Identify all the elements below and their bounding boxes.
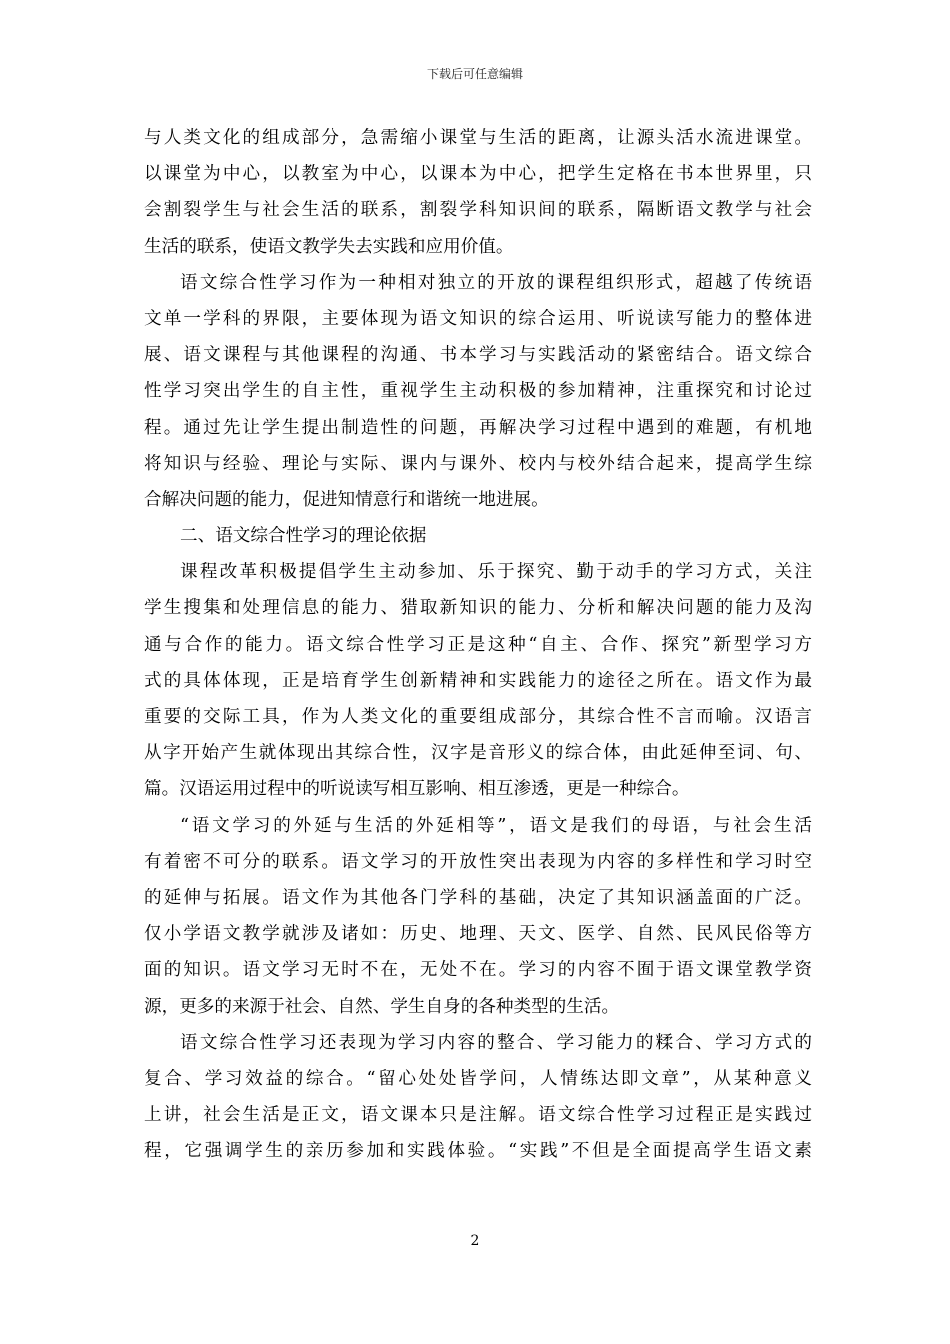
text-line: 上讲，社会生活是正文，语文课本只是注解。语文综合性学习过程正是实践过 [144,1105,812,1126]
text-line: 通与合作的能力。语文综合性学习正是这种“自主、合作、探究”新型学习方 [144,634,812,655]
text-line: 与人类文化的组成部分，急需缩小课堂与生活的距离，让源头活水流进课堂。 [144,128,812,148]
text-line: 会割裂学生与社会生活的联系，割裂学科知识间的联系，隔断语文教学与社会 [144,200,812,221]
text-line: 面的知识。语文学习无时不在，无处不在。学习的内容不囿于语文课堂教学资 [144,960,812,981]
text-line: 学生搜集和处理信息的能力、猎取新知识的能力、分析和解决问题的能力及沟 [144,598,812,619]
text-line: 源，更多的来源于社会、自然、学生自身的各种类型的生活。 [144,996,620,1017]
page-number: 2 [470,1233,480,1249]
document-body [144,120,812,1169]
paragraph-first-line: 课程改革积极提倡学生主动参加、乐于探究、勤于动手的学习方式，关注 [180,562,812,583]
text-line: 将知识与经验、理论与实际、课内与课外、校内与校外结合起来，提高学生综 [144,453,812,474]
paragraph-first-line: 语文综合性学习还表现为学习内容的整合、学习能力的糅合、学习方式的 [180,1032,812,1053]
page-header-note: 下载后可任意编辑 [426,67,523,81]
text-line: 的延伸与拓展。语文作为其他各门学科的基础，决定了其知识涵盖面的广泛。 [144,887,812,908]
text-line: 篇。汉语运用过程中的听说读写相互影响、相互渗透，更是一种综合。 [144,779,690,800]
text-line: 程。通过先让学生提出制造性的问题，再解决学习过程中遇到的难题，有机地 [144,417,812,438]
paragraph-first-line: 语文综合性学习作为一种相对独立的开放的课程组织形式，超越了传统语 [180,272,812,293]
text-line: 性学习突出学生的自主性，重视学生主动积极的参加精神，注重探究和讨论过 [144,381,812,402]
text-line: 合解决问题的能力，促进知情意行和谐统一地进展。 [144,489,549,510]
text-line: 以课堂为中心，以教室为中心，以课本为中心，把学生定格在书本世界里，只 [144,164,812,185]
text-line: 复合、学习效益的综合。“留心处处皆学问，人情练达即文章”，从某种意义 [144,1068,812,1089]
text-line: 生活的联系，使语文教学失去实践和应用价值。 [144,236,514,257]
text-line: 从字开始产生就体现出其综合性，汉字是音形义的综合体，由此延伸至词、句、 [144,743,812,764]
text-line: 仅小学语文教学就涉及诸如：历史、地理、天文、医学、自然、民风民俗等方 [144,924,812,945]
text-line: 文单一学科的界限，主要体现为语文知识的综合运用、听说读写能力的整体进 [144,308,812,329]
text-line: 式的具体体现，正是培育学生创新精神和实践能力的途径之所在。语文作为最 [144,670,812,691]
paragraph-first-line: “语文学习的外延与生活的外延相等”，语文是我们的母语，与社会生活 [180,815,812,836]
section-heading: 二、语文综合性学习的理论依据 [180,526,427,547]
text-line: 重要的交际工具，作为人类文化的重要组成部分，其综合性不言而喻。汉语言 [144,707,812,727]
text-line: 展、语文课程与其他课程的沟通、书本学习与实践活动的紧密结合。语文综合 [144,345,812,366]
text-line: 有着密不可分的联系。语文学习的开放性突出表现为内容的多样性和学习时空 [144,851,812,872]
text-line: 程，它强调学生的亲历参加和实践体验。“实践”不但是全面提高学生语文素 [144,1141,812,1162]
